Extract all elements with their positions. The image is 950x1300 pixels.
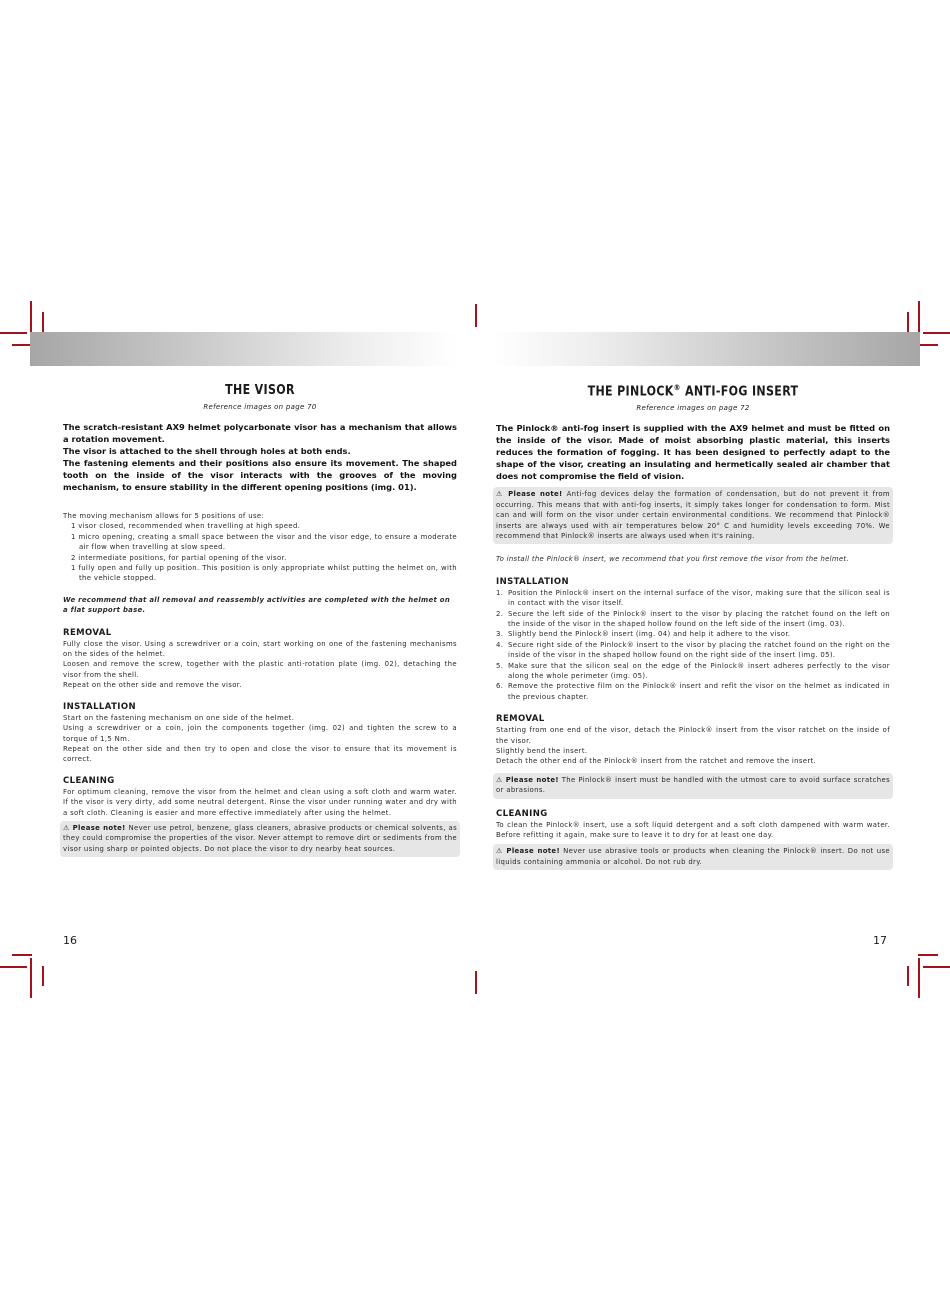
page-right xyxy=(496,383,890,870)
crop-mark-icon xyxy=(0,966,27,968)
list-item: 2. Secure the left side of the Pinlock® insert to the visor by placing the ratchet found on the left on the inside of the visor in the shaped hollow found on the left side of the insert (img. 03). xyxy=(496,609,890,628)
header-band-right xyxy=(492,332,920,366)
list-item: 2 intermediate positions, for partial opening of the visor. xyxy=(71,553,287,562)
page-number-right: 17 xyxy=(873,934,887,947)
reference-note: Reference images on page 72 xyxy=(636,404,750,413)
crop-mark-icon xyxy=(12,954,32,956)
warning-note: ⚠ Please note! Never use abrasive tools or products when cleaning the Pinlock® insert. Do not use liquids containing ammonia or alcohol. Do not rub dry. xyxy=(493,844,893,870)
intro-text: The Pinlock® anti-fog insert is supplied with the AX9 helmet and must be fitted on the inside of the visor. Made of moist absorbing plastic material, this inserts reduces the formation of fogging. It has been designed to perfectly adapt to the shape of the visor, creating an insulating and hermetically sealed air chamber that does not compromise the field of vision. xyxy=(496,423,890,482)
crop-mark-icon xyxy=(918,344,938,346)
crop-mark-icon xyxy=(475,304,477,327)
list-item: 6. Remove the protective film on the Pinlock® insert and refit the visor on the helmet as indicated in the previous chapter. xyxy=(496,682,890,701)
cleaning-text: For optimum cleaning, remove the visor from the helmet and clean using a soft cloth and warm water. If the visor is very dirty, add some neutral detergent. Rinse the visor under running water and dry with a soft cloth. Cleaning is easier and more effective immediately after using the helmet. xyxy=(63,787,457,817)
page-number-left: 16 xyxy=(63,934,77,947)
list-item: 1 micro opening, creating a small space between the visor and the visor edge, to ensure a moderate air flow when travelling at slow speed. xyxy=(71,532,457,552)
crop-mark-icon xyxy=(12,344,32,346)
crop-mark-icon xyxy=(475,971,477,994)
page-title: THE VISOR xyxy=(225,383,295,398)
removal-text: Starting from one end of the visor, detach the Pinlock® insert from the visor ratchet on the inside of the visor. Slightly bend the insert. Detach the other end of the Pinlock® insert from the ratchet and remove the insert. xyxy=(496,726,890,766)
warning-triangle-icon: ⚠ xyxy=(496,847,504,856)
section-title-removal: REMOVAL xyxy=(496,714,545,725)
list-item: 4. Secure right side of the Pinlock® insert to the visor by placing the ratchet found on the right on the inside of the visor in the shaped hollow found on the right side of the insert (img. 05). xyxy=(496,640,890,660)
reference-note: Reference images on page 70 xyxy=(203,403,317,411)
section-title-cleaning: CLEANING xyxy=(63,775,115,786)
installation-text: Start on the fastening mechanism on one side of the helmet. Using a screwdriver or a coin, join the components together (img. 02) and tighten the screw to a torque of 1,5 Nm. Repeat on the other side and then try to open and close the visor to ensure that its movement is correct. xyxy=(63,713,457,764)
warning-note: ⚠ Please note! Never use petrol, benzene, glass cleaners, abrasive products or chemical solvents, as they could compromise the properties of the visor. Never attempt to remove dirt or sediments from the visor using sharp or pointed objects. Do not place the visor to dry nearby heat sources. xyxy=(60,821,460,857)
warning-note: ⚠ Please note! Anti-fog devices delay the formation of condensation, but do not prevent it from occurring. This means that with anti-fog inserts, it simply takes longer for condensation to form. Mist can and will form on the visor under certain environmental conditions. We recommend that Pinlock® inserts are always used with air temperatures below 20° C and humidity levels exceeding 70%. We recommend that Pinlock® inserts are always used when it's raining. xyxy=(493,487,893,544)
install-hint: To install the Pinlock® insert, we recommend that you first remove the visor from the helmet. xyxy=(496,555,849,564)
positions-list: The moving mechanism allows for 5 positions of use: 1 visor closed, recommended when travelling at high speed. 1 micro opening, creating a small space between the visor and the visor edge, to ensure a moderate air flow when travelling at slow speed. 2 intermediate positions, for partial opening of the visor. 1 fully open and fully up position. This position is only appropriate whilst putting the helmet on, with the vehicle stopped. xyxy=(63,512,457,583)
warning-triangle-icon: ⚠ xyxy=(496,775,503,784)
crop-mark-icon xyxy=(918,958,920,998)
cleaning-text: To clean the Pinlock® insert, use a soft liquid detergent and a soft cloth dampened with warm water. Before refitting it again, make sure to leave it to dry for at least one day. xyxy=(496,820,890,840)
list-item: 3. Slightly bend the Pinlock® insert (img. 04) and help it adhere to the visor. xyxy=(496,630,791,639)
crop-mark-icon xyxy=(923,332,950,334)
crop-mark-icon xyxy=(918,954,938,956)
list-item: 1 fully open and fully up position. This position is only appropriate whilst putting the helmet on, with the vehicle stopped. xyxy=(71,564,457,583)
warning-triangle-icon: ⚠ xyxy=(63,823,70,832)
intro-text: The scratch-resistant AX9 helmet polycarbonate visor has a mechanism that allows a rotation movement. The visor is attached to the shell through holes at both ends. The fastening elements and their positions also ensure its movement. The shaped tooth on the inside of the visor interacts with the grooves of the moving mechanism, to ensure stability in the different opening positions (img. 01). xyxy=(63,422,457,492)
header-band-left xyxy=(30,332,458,366)
list-item: 5. Make sure that the silicon seal on the edge of the Pinlock® insert adheres perfectly to the visor along the whole perimeter (img. 05). xyxy=(496,661,890,681)
list-item: 1. Position the Pinlock® insert on the internal surface of the visor, making sure that the silicon seal is in contact with the visor itself. xyxy=(496,588,890,608)
crop-mark-icon xyxy=(0,332,27,334)
crop-mark-icon xyxy=(42,312,44,332)
section-title-removal: REMOVAL xyxy=(63,627,112,638)
crop-mark-icon xyxy=(907,966,909,986)
crop-mark-icon xyxy=(907,312,909,332)
page-left xyxy=(63,383,457,857)
warning-triangle-icon: ⚠ xyxy=(496,490,505,499)
list-item: 1 visor closed, recommended when travelling at high speed. xyxy=(71,522,301,531)
removal-text: Fully close the visor. Using a screwdriver or a coin, start working on one of the fastening mechanisms on the sides of the helmet. Loosen and remove the screw, together with the plastic anti-rotation plate (img. 02), detaching the visor from the shell. Repeat on the other side and remove the visor. xyxy=(63,639,457,690)
recommendation-text: We recommend that all removal and reassembly activities are completed with the helmet on a flat support base. xyxy=(63,595,451,615)
crop-mark-icon xyxy=(923,966,950,968)
installation-steps xyxy=(496,588,890,702)
page-title: THE PINLOCK® ANTI-FOG INSERT xyxy=(587,383,799,400)
section-title-installation: INSTALLATION xyxy=(63,701,136,712)
section-title-installation: INSTALLATION xyxy=(496,576,569,587)
crop-mark-icon xyxy=(42,966,44,986)
crop-mark-icon xyxy=(30,958,32,998)
warning-note: ⚠ Please note! The Pinlock® insert must be handled with the utmost care to avoid surface scratches or abrasions. xyxy=(493,773,893,799)
section-title-cleaning: CLEANING xyxy=(496,808,548,819)
